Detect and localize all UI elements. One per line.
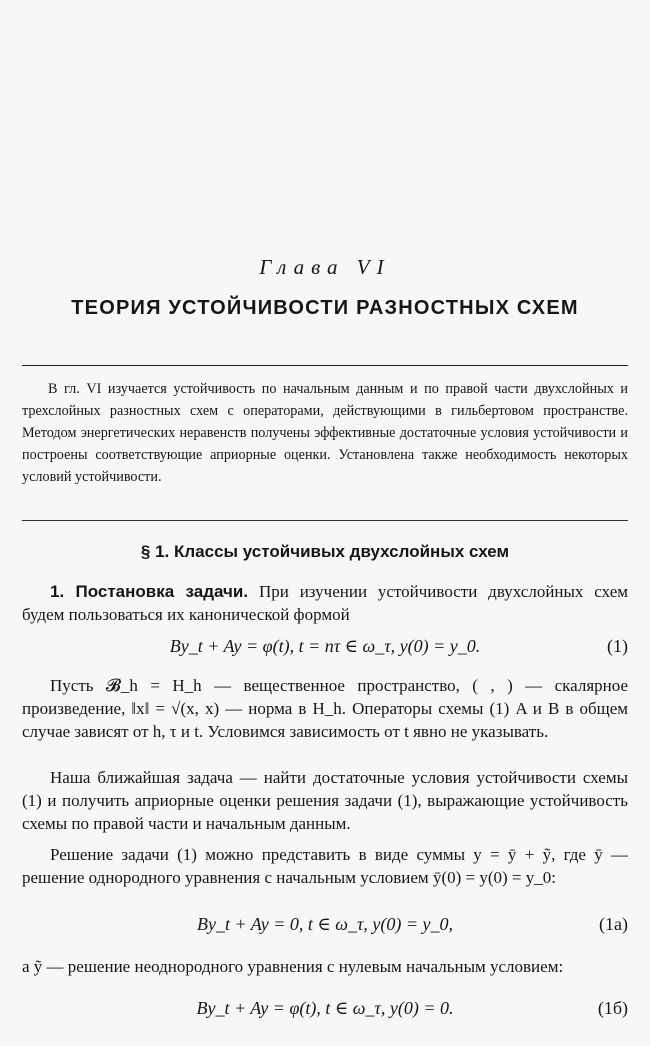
subsection-text: При изучении устойчивости двухслойных схем будем пользоваться их канонической формой <box>22 582 628 624</box>
chapter-label: Глава VI <box>259 255 391 279</box>
equation-1a <box>22 914 628 938</box>
paragraph-2: Наша ближайшая задача — найти достаточные условия устойчивости схемы (1) и получить априорные оценки решения задачи (1), выражающие устойчивость схемы по правой части и начальным данным. <box>22 768 628 833</box>
paragraph-decomposition <box>22 843 628 889</box>
subsection-heading: 1. Постановка задачи. <box>50 582 249 601</box>
paragraph-space <box>22 674 628 743</box>
equation-1a-formula: By_t + Ay = 0, t ∈ ω_τ, y(0) = y_0, <box>196 914 454 934</box>
section-title: § 1. Классы устойчивых двухслойных схем <box>140 542 510 561</box>
equation-1-number: (1) <box>607 636 628 656</box>
abstract-bottom-rule <box>22 520 628 521</box>
equation-1b-formula: By_t + Ay = φ(t), t ∈ ω_τ, y(0) = 0. <box>196 998 454 1018</box>
paragraph-goal <box>22 766 628 835</box>
paragraph-4: а ỹ — решение неоднородного уравнения с нулевым начальным условием: <box>22 957 564 976</box>
abstract-text: В гл. VI изучается устойчивость по начальным данным и по правой части двухслойных и трехслойных разностных схем с операторами, действующими в гильбертовом пространстве. Методом энергетических неравенств получены эффективные достаточные условия устойчивости и построены соответствующие априорные оценки. Установлена также необходимость некоторых условий устойчивости. <box>22 381 628 485</box>
paragraph-1: Пусть 𝓑_h = H_h — вещественное пространство, ( , ) — скалярное произведение, ‖x‖ = √(x, x) — норма в H_h. Операторы схемы (1) A и B в общем случае зависят от h, τ и t. Условимся зависимость от t явно не указывать. <box>22 676 628 741</box>
chapter-title: ТЕОРИЯ УСТОЙЧИВОСТИ РАЗНОСТНЫХ СХЕМ <box>71 297 579 319</box>
chapter-abstract <box>22 378 628 488</box>
equation-1a-number: (1а) <box>599 914 628 934</box>
equation-1b <box>22 998 628 1022</box>
equation-1b-number: (1б) <box>597 998 628 1018</box>
abstract-top-rule <box>22 365 628 366</box>
paragraph-inhomogeneous <box>22 955 628 978</box>
paragraph-3: Решение задачи (1) можно представить в виде суммы y = ȳ + ỹ, где ȳ — решение однородного уравнения с начальным условием ȳ(0) = y(0) = y_0: <box>22 845 628 887</box>
equation-1 <box>22 636 628 660</box>
subsection-intro <box>22 580 628 626</box>
equation-1-formula: By_t + Ay = φ(t), t = nτ ∈ ω_τ, y(0) = y_0. <box>169 636 481 656</box>
